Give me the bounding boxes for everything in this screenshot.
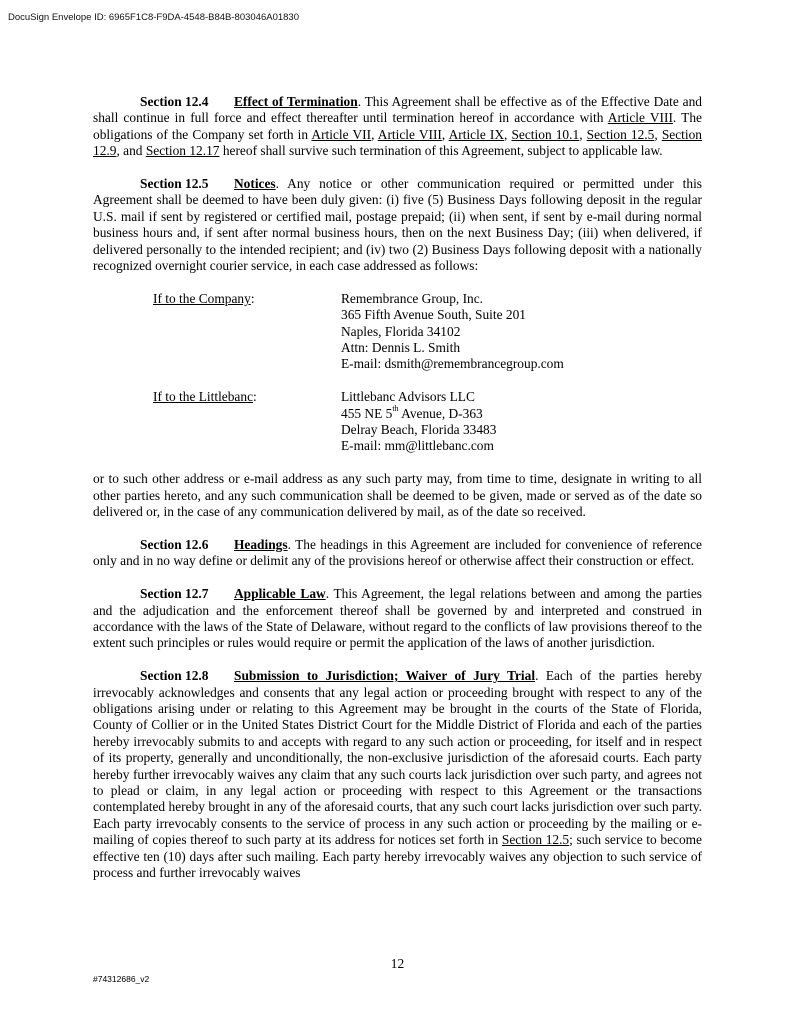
ref-section-12-9[interactable]: Section 12.9 xyxy=(93,126,702,159)
document-body xyxy=(93,94,702,898)
address-block-company: If to the Company: Remembrance Group, Inc. 365 Fifth Avenue South, Suite 201 Naples, Florida 34102 Attn: Dennis L. Smith E-mail: dsmith@remembrancegroup.com xyxy=(153,290,564,372)
section-title: Notices xyxy=(234,176,276,192)
section-12-8: Section 12.8 Submission to Jurisdiction; Waiver of Jury Trial. Each of the parties hereby irrevocably acknowledges and consents that any legal action or proceeding brought with respect to any of the obligations arising under or relating to this Agreement may be brought in the courts of the State of Florida, County of Collier or in the United States District Court for the Middle District of Florida and each of the parties hereby irrevocably submits to and accepts with regard to any such action or proceeding, for itself and in respect of its property, generally and unconditionally, the non-exclusive jurisdiction of the aforesaid courts. Each party hereby further irrevocably waives any claim that any such courts lack jurisdiction over such party, and agrees not to plead or claim, in any legal action or proceeding with respect to this Agreement or the transactions contemplated hereby brought in any of the aforesaid courts, that any such court lacks jurisdiction over such party. Each party irrevocably consents to the service of process in any such action or proceeding by the mailing or e-mailing of copies thereof to such party at its address for notices set forth in Section 12.5; such service to become effective ten (10) days after such mailing. Each party hereby irrevocably waives any objection to such service of process and further irrevocably waives xyxy=(93,668,703,880)
section-12-7: Section 12.7 Applicable Law. This Agreement, the legal relations between and among the parties and the adjudication and the enforcement thereof shall be governed by and interpreted and construed in accordance with the laws of the State of Delaware, without regard to the conflicts of law provisions thereof to the extent such principles or rules would require or permit the application of the laws of another jurisdiction. xyxy=(93,586,703,651)
address-line: E-mail: mm@littlebanc.com xyxy=(341,438,494,454)
section-title: Submission to Jurisdiction; Waiver of Jury Trial xyxy=(234,668,536,684)
address-label: If to the Company xyxy=(153,290,251,306)
address-line: Delray Beach, Florida 33483 xyxy=(341,422,497,438)
address-line: Littlebanc Advisors LLC xyxy=(341,389,475,405)
page-number: 12 xyxy=(390,956,405,971)
section-number: Section 12.4 xyxy=(140,94,209,109)
address-line: 455 NE 5th Avenue, D-363 xyxy=(341,404,483,421)
address-line: E-mail: dsmith@remembrancegroup.com xyxy=(341,356,564,372)
section-title: Applicable Law xyxy=(234,586,326,602)
address-line: Attn: Dennis L. Smith xyxy=(341,340,461,356)
envelope-id: DocuSign Envelope ID: 6965F1C8-F9DA-4548-B84B-803046A01830 xyxy=(8,12,299,23)
address-line: Remembrance Group, Inc. xyxy=(341,290,484,306)
address-label: If to the Littlebanc xyxy=(153,389,254,405)
ref-section-12-17[interactable]: Section 12.17 xyxy=(145,143,220,159)
ref-article-viii[interactable]: Article VIII xyxy=(607,110,673,126)
ref-article-ix[interactable]: Article IX xyxy=(448,126,505,142)
section-number: Section 12.5 xyxy=(140,176,209,192)
ref-section-12-5[interactable]: Section 12.5 xyxy=(501,832,570,848)
address-block-littlebanc: If to the Littlebanc: Littlebanc Advisors LLC 455 NE 5th Avenue, D-363 Delray Beach, Florida 33483 E-mail: mm@littlebanc.com xyxy=(153,389,497,454)
section-title: Headings xyxy=(234,536,288,552)
address-line: Naples, Florida 34102 xyxy=(341,323,461,339)
ref-article-viii[interactable]: Article VIII xyxy=(377,126,442,142)
section-12-6: Section 12.6 Headings. The headings in this Agreement are included for convenience of reference only and in no way define or delimit any of the provisions hereof or otherwise affect their construction or effect. xyxy=(93,536,702,569)
section-number: Section 12.7 xyxy=(140,586,209,602)
section-12-5: Section 12.5 Notices. Any notice or other communication required or permitted under this Agreement shall be deemed to have been duly given: (i) five (5) Business Days following deposit in the regular U.S. mail if sent by registered or certified mail, postage prepaid; (ii) when sent, if sent by e-mail during normal business hours and, if sent after normal business hours, then on the next Business Day; (iii) when delivered, if delivered personally to the intended recipient; and (iv) two (2) Business Days following deposit with a nationally recognized overnight courier service, in each case addressed as follows: xyxy=(93,176,702,274)
notice-closing: or to such other address or e-mail address as any such party may, from time to time, designate in writing to all other parties hereto, and any such communication shall be deemed to be given, made or served as of the date so delivered or, in the case of any communication delivered by mail, as of the date so received. xyxy=(93,471,702,520)
ref-section-10-1[interactable]: Section 10.1 xyxy=(511,126,580,142)
section-title: Effect of Termination xyxy=(234,94,358,109)
document-id: #74312686_v2 xyxy=(93,974,150,984)
address-line: 365 Fifth Avenue South, Suite 201 xyxy=(341,307,526,323)
ref-article-vii[interactable]: Article VII xyxy=(311,126,372,142)
section-12-4: Section 12.4 Effect of Termination. This Agreement shall be effective as of the Effective Date and shall continue in full force and effect thereafter until termination hereof in accordance with Article VIII. The obligations of the Company set forth in Article VII, Article VIII, Article IX, Section 10.1, Section 12.5, Section 12.9, and Section 12.17 hereof shall survive such termination of this Agreement, subject to applicable law. xyxy=(93,94,702,159)
ref-section-12-5[interactable]: Section 12.5 xyxy=(586,126,655,142)
section-number: Section 12.8 xyxy=(140,668,209,684)
section-number: Section 12.6 xyxy=(140,536,209,552)
